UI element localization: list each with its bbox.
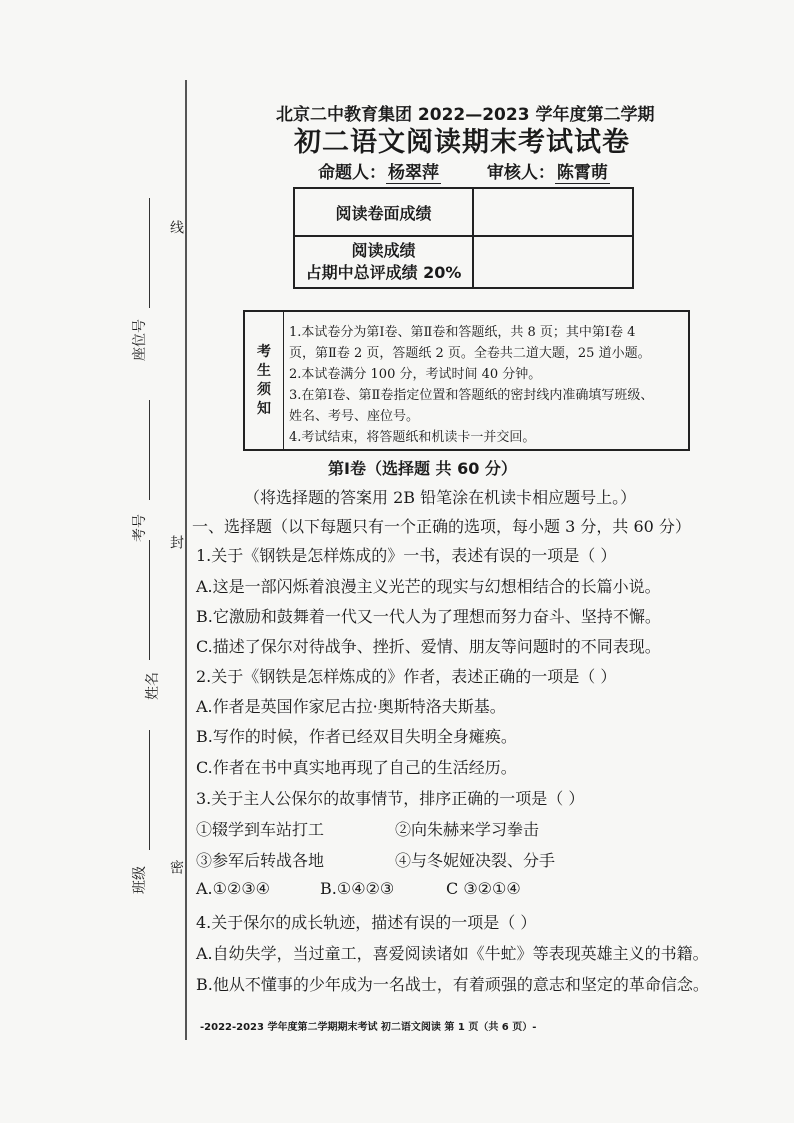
notice-line: 页，第Ⅱ卷 2 页，答题纸 2 页。全卷共二道大题，25 道小题。 [289,346,651,361]
q1-option-b: B.它激励和鼓舞着一代又一代人为了理想而努力奋斗、坚持不懈。 [196,607,661,626]
score-row2-value[interactable] [473,236,633,288]
score-row1-value[interactable] [473,188,633,236]
margin-seal-char: 封 [168,535,184,549]
q3-choice-b: B.①④②③ [320,879,395,898]
notice-label-char: 须 [257,381,271,398]
part1-instruction: （将选择题的答案用 2B 铅笔涂在机读卡相应题号上。） [244,488,637,507]
notice-line: 1.本试卷分为第Ⅰ卷、第Ⅱ卷和答题纸，共 8 页；其中第Ⅰ卷 4 [289,325,636,340]
notice-line: 4.考试结束，将答题纸和机读卡一并交回。 [289,430,536,445]
q1-option-a: A.这是一部闪烁着浪漫主义光芒的现实与幻想相结合的长篇小说。 [196,577,661,596]
notice-line: 姓名、考号、座位号。 [289,409,420,424]
q2-option-b: B.写作的时候，作者已经双目失明全身瘫痪。 [196,727,517,746]
reviewer-name: 陈霄萌 [556,163,608,183]
class-label: 班级 [132,866,148,894]
q3-choice-c: C ③②①④ [446,879,521,898]
exam-no-blank [149,400,150,500]
author-line [318,158,610,183]
school-line: 北京二中教育集团 2022—2023 学年度第二学期 [276,105,655,125]
score-row1-label: 阅读卷面成绩 [294,188,473,236]
section-heading: 一、选择题（以下每题只有一个正确的选项，每小题 3 分，共 60 分） [192,517,691,536]
notice-label-char: 生 [257,362,271,379]
notice-line: 3.在第Ⅰ卷、第Ⅱ卷指定位置和答题纸的密封线内准确填写班级、 [289,388,654,403]
reviewer-label: 审核人： [486,163,555,183]
question-4: 4.关于保尔的成长轨迹，描述有误的一项是（ ） [196,913,537,932]
seat-label: 座位号 [132,319,148,361]
page-title: 初二语文阅读期末考试试卷 [294,127,630,158]
margin-line-char: 线 [168,220,184,234]
q3-choice-a: A.①②③④ [196,879,271,898]
notice-body [289,322,685,448]
notice-label [245,312,284,449]
q4-option-b: B.他从不懂事的少年成为一名战士，有着顽强的意志和坚定的革命信念。 [196,975,709,994]
notice-label-char: 考 [257,343,271,360]
q4-option-a: A.自幼失学，当过童工，喜爱阅读诸如《牛虻》等表现英雄主义的书籍。 [196,944,709,963]
score-row2-line1: 阅读成绩 [351,241,416,260]
seat-blank [149,198,150,308]
q2-option-a: A.作者是英国作家尼古拉·奥斯特洛夫斯基。 [196,697,506,716]
question-2: 2.关于《钢铁是怎样炼成的》作者，表述正确的一项是（ ） [196,667,617,686]
notice-line: 2.本试卷满分 100 分，考试时间 40 分钟。 [289,367,542,382]
question-3: 3.关于主人公保尔的故事情节，排序正确的一项是（ ） [196,789,585,808]
score-row2-label [294,236,473,288]
score-table [293,187,634,289]
q1-option-c: C.描述了保尔对待战争、挫折、爱情、朋友等问题时的不同表现。 [196,637,661,656]
q2-option-c: C.作者在书中真实地再现了自己的生活经历。 [196,758,517,777]
q3-item-4: ④与冬妮娅决裂、分手 [395,851,556,870]
question-1: 1.关于《钢铁是怎样炼成的》一书，表述有误的一项是（ ） [196,546,617,565]
page-footer: -2022-2023 学年度第二学期期末考试 初二语文阅读 第 1 页（共 6 页）- [200,1022,537,1033]
notice-label-char: 知 [257,400,271,417]
q3-item-3: ③参军后转战各地 [196,851,325,870]
score-row2-line2: 占期中总评成绩 20% [305,263,462,282]
q3-item-2: ②向朱赫来学习拳击 [395,820,540,839]
author-name: 杨翠萍 [388,163,439,183]
margin-secret-char: 密 [168,860,184,874]
name-blank [149,540,150,660]
exam-no-label: 考号 [132,514,148,542]
class-blank [149,730,150,850]
notice-box [243,310,690,451]
q3-item-1: ①辍学到车站打工 [196,820,325,839]
author-label: 命题人： [318,163,386,183]
part1-title: 第Ⅰ卷（选择题 共 60 分） [328,459,517,478]
name-label: 姓名 [145,672,161,700]
